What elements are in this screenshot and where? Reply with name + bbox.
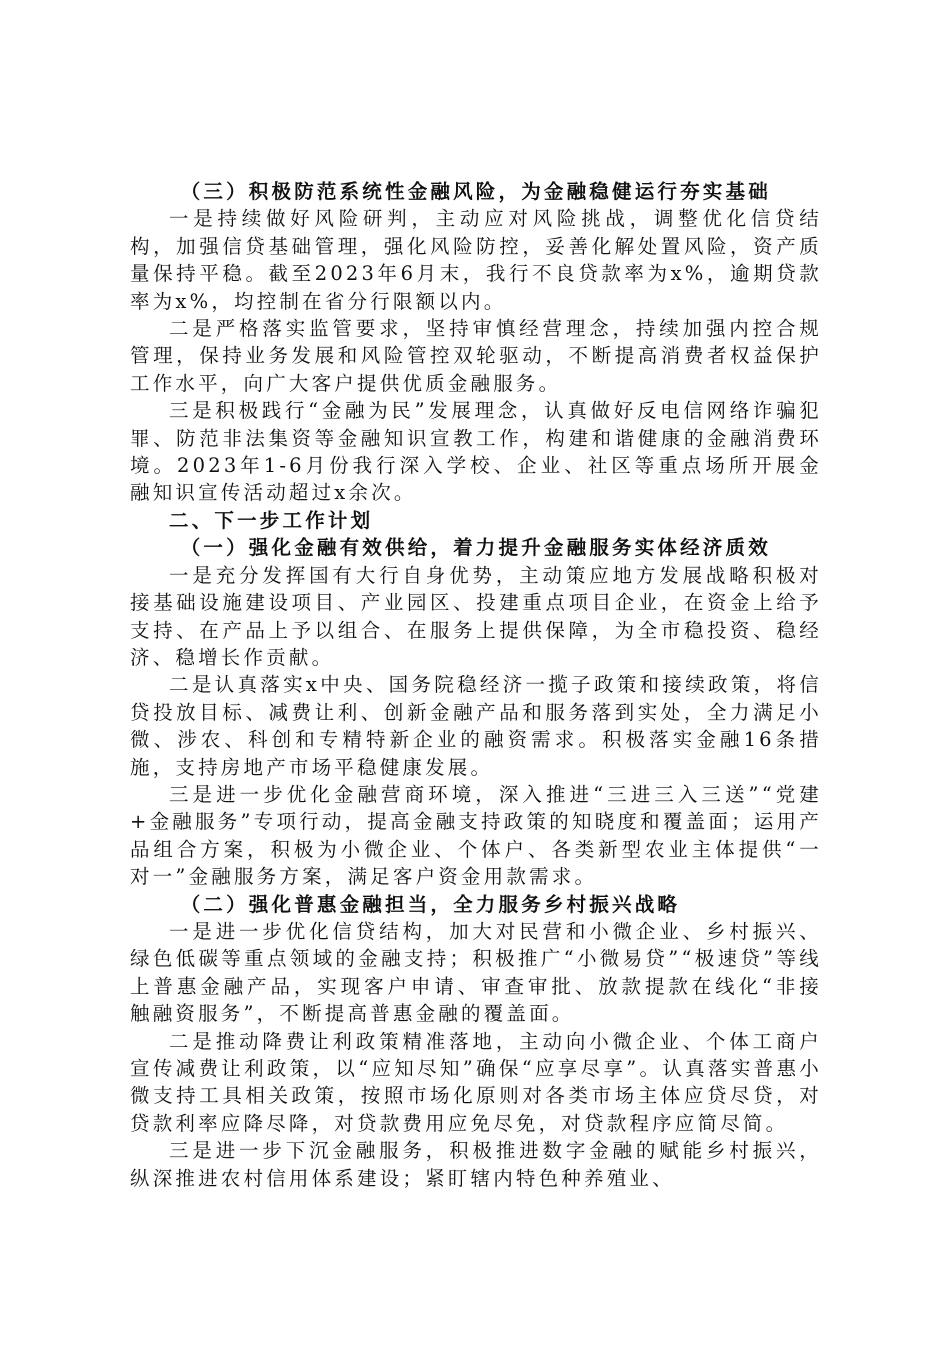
body-paragraph: 三是积极践行“金融为民”发展理念，认真做好反电信网络诈骗犯罪、防范非法集资等金融知识宣教工作，构建和谐健康的金融消费环境。2023年1-6月份我行深入学校、企业、社区等重点场所开展金融知识宣传活动超过x余次。 — [130, 399, 822, 505]
body-paragraph: 二是推动降费让利政策精准落地，主动向小微企业、个体工商户宣传减费让利政策，以“应知尽知”确保“应享尽享”。认真落实普惠小微支持工具相关政策，按照市场化原则对各类市场主体应贷尽贷，对贷款利率应降尽降，对贷款费用应免尽免，对贷款程序应简尽简。 — [130, 1029, 822, 1135]
body-paragraph: 三是进一步下沉金融服务，积极推进数字金融的赋能乡村振兴，纵深推进农村信用体系建设；紧盯辖内特色种养殖业、 — [130, 1139, 822, 1190]
body-paragraph: 一是进一步优化信贷结构，加大对民营和小微企业、乡村振兴、绿色低碳等重点领域的金融支持；积极推广“小微易贷”“极速贷”等线上普惠金融产品，实现客户申请、审查审批、放款提款在线化“非接触融资服务”，不断提高普惠金融的覆盖面。 — [130, 919, 822, 1026]
body-paragraph: 一是充分发挥国有大行自身优势，主动策应地方发展战略积极对接基础设施建设项目、产业园区、投建重点项目企业，在资金上给予支持、在产品上予以组合、在服务上提供保障，为全市稳投资、稳经济、稳增长作贡献。 — [130, 563, 822, 669]
heading-inclusive-finance: （二）强化普惠金融担当，全力服务乡村振兴战略 — [180, 892, 681, 916]
heading-effective-supply: （一）强化金融有效供给，着力提升金融服务实体经济质效 — [180, 536, 771, 560]
body-paragraph: 三是进一步优化金融营商环境，深入推进“三进三入三送”“党建+金融服务”专项行动，提高金融支持政策的知晓度和覆盖面；运用产品组合方案，积极为小微企业、个体户、各类新型农业主体提供“一对一”金融服务方案，满足客户资金用款需求。 — [130, 782, 822, 889]
section-title-next-plan: 二、下一步工作计划 — [169, 508, 374, 532]
body-paragraph: 一是持续做好风险研判，主动应对风险挑战，调整优化信贷结构，加强信贷基础管理，强化风险防控，妥善化解处置风险，资产质量保持平稳。截至2023年6月末，我行不良贷款率为x%，逾期贷款率为x%，均控制在省分行限额以内。 — [130, 207, 822, 313]
body-paragraph: 二是认真落实x中央、国务院稳经济一揽子政策和接续政策，将信贷投放目标、减费让利、创新金融产品和服务落到实处，全力满足小微、涉农、科创和专精特新企业的融资需求。积极落实金融16条措施，支持房地产市场平稳健康发展。 — [130, 673, 822, 779]
body-paragraph: 二是严格落实监管要求，坚持审慎经营理念，持续加强内控合规管理，保持业务发展和风险管控双轮驱动，不断提高消费者权益保护工作水平，向广大客户提供优质金融服务。 — [130, 317, 822, 395]
document-page — [130, 178, 822, 1192]
heading-risk-prevention: （三）积极防范系统性金融风险，为金融稳健运行夯实基础 — [180, 180, 771, 203]
